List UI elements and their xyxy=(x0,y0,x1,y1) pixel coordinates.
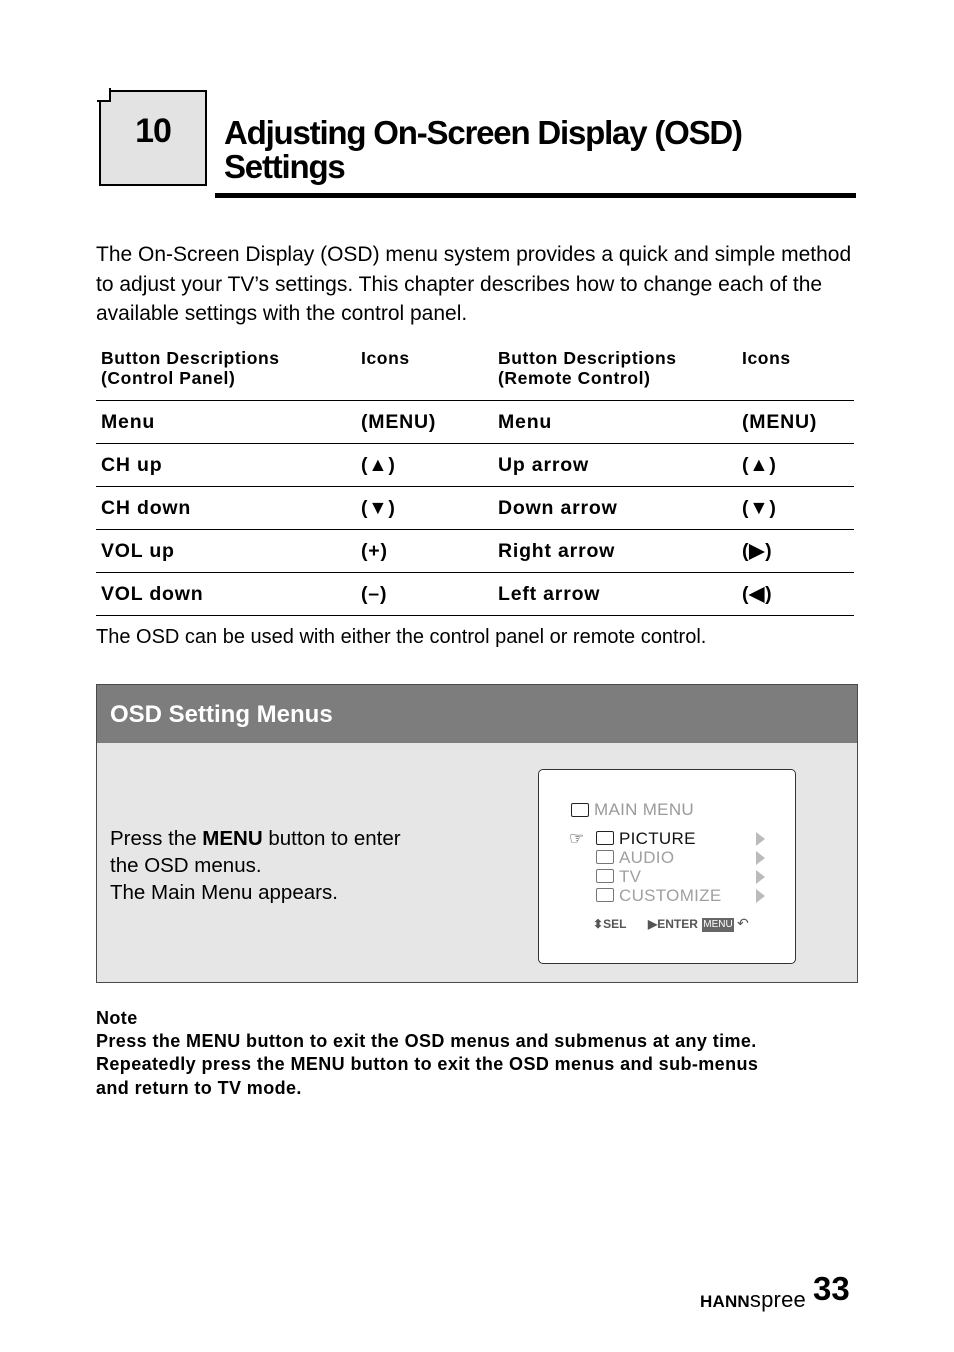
table-cell: (▼) xyxy=(361,496,396,519)
brand-logo xyxy=(700,1287,806,1313)
note-body xyxy=(96,1030,866,1100)
sel-hint xyxy=(593,917,626,931)
header-icons-2: Icons xyxy=(742,348,791,368)
table-cell: (▲) xyxy=(742,453,777,476)
brand-light: spree xyxy=(749,1287,806,1312)
menu-item-audio[interactable]: AUDIO xyxy=(619,848,675,867)
enter-label: ENTER xyxy=(657,917,698,931)
table-cell: Up arrow xyxy=(498,453,589,476)
menu-keyword: MENU xyxy=(202,827,263,850)
customize-arrow-icon xyxy=(756,889,765,903)
intro-paragraph: The On-Screen Display (OSD) menu system provides a quick and simple method to adjust your TV’s settings. This chapter describes how to change each of the available settings with the control panel. xyxy=(96,243,852,325)
press-text-end: button to enter xyxy=(262,827,401,850)
table-cell: (◀) xyxy=(742,583,773,605)
table-row xyxy=(96,401,854,444)
osd-instruction-line-1 xyxy=(110,825,490,852)
press-text: Press the xyxy=(110,827,203,850)
tv-arrow-icon xyxy=(756,870,765,884)
header-remote-control: Button Descriptions (Remote Control) xyxy=(498,348,677,388)
table-cell: (+) xyxy=(361,539,388,562)
return-icon: ↶ xyxy=(737,915,749,931)
table-cell: (▲) xyxy=(361,453,396,476)
header-icons-1: Icons xyxy=(361,348,410,368)
osd-instruction-line-2: the OSD menus. xyxy=(110,854,262,877)
page-number: 33 xyxy=(813,1270,850,1307)
note-line-1: Press the MENU button to exit the OSD menus and submenus at any time. xyxy=(96,1031,757,1051)
table-cell: Menu xyxy=(498,410,553,433)
play-icon: ▶ xyxy=(648,917,658,931)
table-cell: (–) xyxy=(361,582,388,605)
chapter-box-notch xyxy=(97,88,111,102)
pointing-hand-icon: ☞ xyxy=(569,829,585,848)
table-cell: Right arrow xyxy=(498,539,616,562)
button-description-table xyxy=(96,344,854,616)
table-cell: (MENU) xyxy=(742,410,818,433)
table-cell: (▼) xyxy=(742,496,777,519)
note-heading: Note xyxy=(96,1008,138,1028)
table-cell: Menu xyxy=(101,410,156,433)
chapter-title-line-2: Settings xyxy=(224,148,345,185)
menu-key-label: MENU xyxy=(703,919,733,930)
osd-usage-sentence: The OSD can be used with either the control panel or remote control. xyxy=(96,626,707,648)
menu-item-customize[interactable]: CUSTOMIZE xyxy=(619,886,722,905)
updown-icon: ⬍ xyxy=(593,917,604,931)
chapter-title-line-1: Adjusting On-Screen Display (OSD) xyxy=(224,114,742,151)
picture-arrow-icon xyxy=(756,832,765,846)
main-menu-title: MAIN MENU xyxy=(594,800,694,819)
osd-instruction-line-3: The Main Menu appears. xyxy=(110,881,338,904)
note-line-3: and return to TV mode. xyxy=(96,1077,302,1098)
brand-bold: HANN xyxy=(700,1292,750,1311)
note-line-2: Repeatedly press the MENU button to exit the OSD menus and sub-menus xyxy=(96,1054,759,1075)
menu-item-picture[interactable]: PICTURE xyxy=(619,829,696,848)
table-cell: Left arrow xyxy=(498,582,601,605)
customize-icon xyxy=(596,888,614,902)
picture-icon xyxy=(596,831,614,845)
tv-icon xyxy=(596,869,614,883)
table-cell: VOL down xyxy=(101,582,204,605)
main-menu-icon xyxy=(571,803,589,817)
table-header-row xyxy=(96,344,854,401)
table-row xyxy=(96,573,854,616)
header-control-panel: Button Descriptions (Control Panel) xyxy=(101,348,280,388)
table-cell: CH up xyxy=(101,453,163,476)
chapter-title xyxy=(224,116,864,184)
sel-label: SEL xyxy=(603,917,627,931)
table-cell: VOL up xyxy=(101,539,175,562)
table-cell: Down arrow xyxy=(498,496,618,519)
table-row xyxy=(96,444,854,487)
osd-instructions xyxy=(110,825,490,906)
audio-icon xyxy=(596,850,614,864)
enter-hint xyxy=(648,917,698,931)
title-underline xyxy=(215,193,856,198)
audio-arrow-icon xyxy=(756,851,765,865)
table-cell: (MENU) xyxy=(361,410,437,433)
table-cell: CH down xyxy=(101,496,192,519)
chapter-number: 10 xyxy=(135,112,171,150)
menu-item-tv[interactable]: TV xyxy=(619,867,642,886)
table-cell: (▶) xyxy=(742,540,773,562)
osd-panel-title: OSD Setting Menus xyxy=(110,701,333,728)
table-row xyxy=(96,487,854,530)
table-row xyxy=(96,530,854,573)
